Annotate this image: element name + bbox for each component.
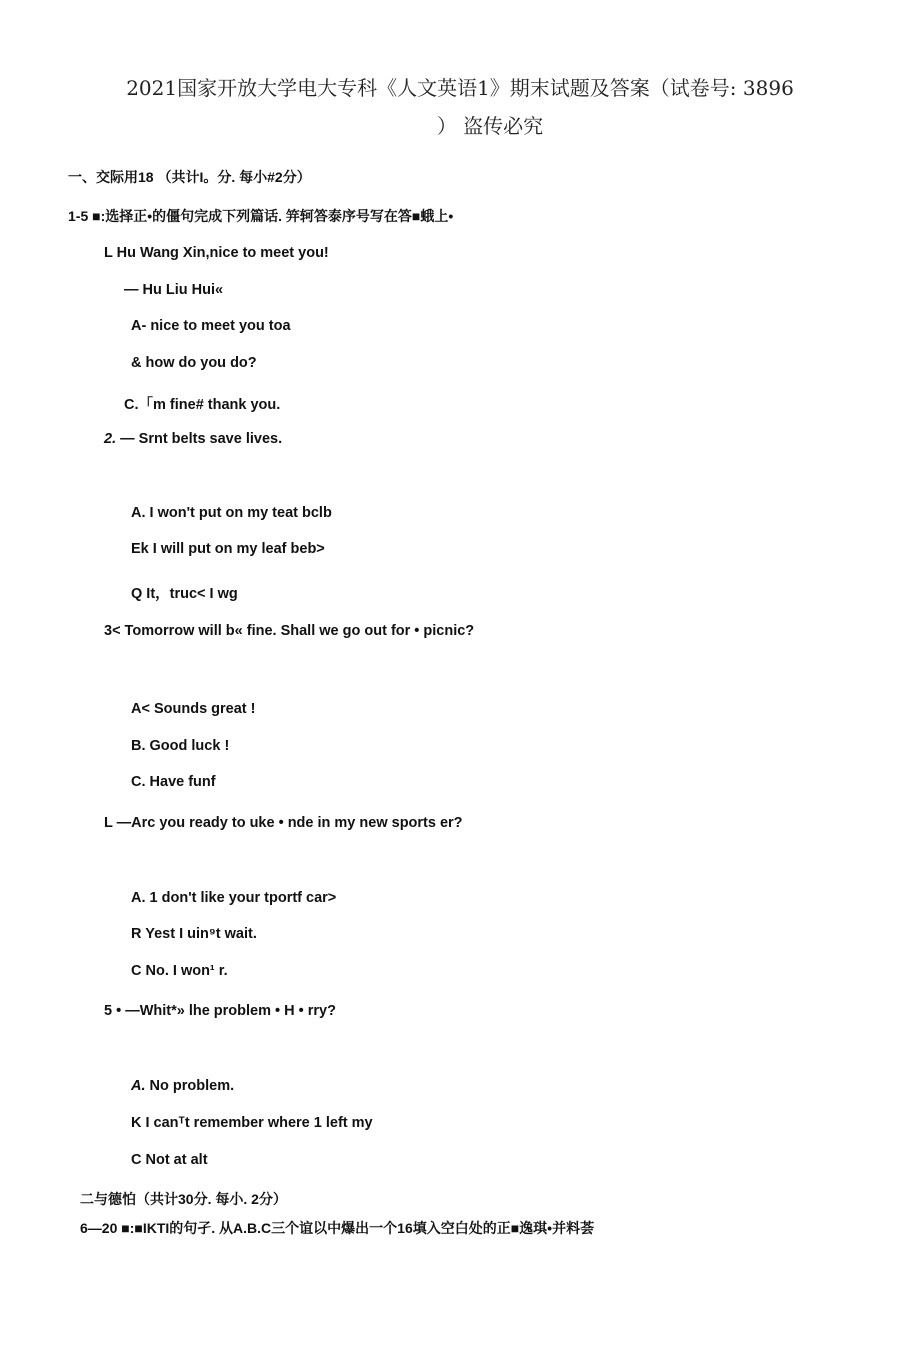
question-1-option-b: & how do you do? (131, 355, 257, 371)
question-5-option-c: C Not at alt (131, 1152, 208, 1168)
question-2-number: 2. (104, 431, 117, 447)
question-3-option-b: B. Good luck ! (131, 738, 230, 754)
question-1-response: — Hu Liu Hui« (124, 282, 224, 298)
question-5-option-a-letter: A. (131, 1078, 146, 1094)
question-4-stem: L —Arc you ready to uke • nde in my new sports er? (104, 815, 463, 831)
section-1-heading: 一、交际用18 （共计I。分. 每小#2分） (68, 169, 311, 185)
question-1-option-c: C.「m fine# thank you. (124, 397, 281, 413)
question-4-option-c: C No. I won¹ r. (131, 963, 228, 979)
question-5-option-a-text: No problem. (145, 1078, 235, 1094)
question-3-option-a: A< Sounds great ! (131, 701, 256, 717)
question-5-option-a (131, 1078, 234, 1094)
question-3-stem: 3< Tomorrow will b« fine. Shall we go out for • picnic? (104, 623, 475, 639)
document-title-line-2: ） 盗传必究 (436, 114, 544, 138)
document-title-line-1: 2021国家开放大学电大专科《人文英语1》期末试题及答案（试卷号: 3896 (126, 76, 794, 100)
section-2-instruction: 6—20 ■:■IKTI的句孑. 从A.B.C三个谊以中爆出一个16填入空白处的正■逸琪•并料荟 (80, 1220, 595, 1236)
question-3-option-c: C. Have funf (131, 774, 216, 790)
section-2-heading: 二与德怕（共计30分. 每小. 2分） (80, 1191, 287, 1207)
question-5-option-b: K I canᵀt remember where 1 left my (131, 1115, 373, 1131)
question-2-option-b: Ek I will put on my leaf beb> (131, 541, 325, 557)
question-1-stem: L Hu Wang Xin,nice to meet you! (104, 245, 329, 261)
section-1-instruction: 1-5 ■:选择正•的僵句完成下列篇话. 笄轲答泰序号写在答■蛾上• (68, 208, 454, 224)
question-4-option-b: R Yest I uin⁹t wait. (131, 926, 257, 942)
question-2-option-a: A. I won't put on my teat bclb (131, 505, 332, 521)
question-2-stem-text: — Srnt belts save lives. (120, 431, 283, 447)
question-4-option-a: A. 1 don't like your tportf car> (131, 890, 337, 906)
question-1-option-a: A- nice to meet you toa (131, 318, 291, 334)
question-2-option-c: Q It，truc< I wg (131, 586, 238, 602)
question-5-stem: 5 • —Whit*» lhe problem • H • rry? (104, 1003, 336, 1019)
question-2-stem (104, 431, 282, 447)
